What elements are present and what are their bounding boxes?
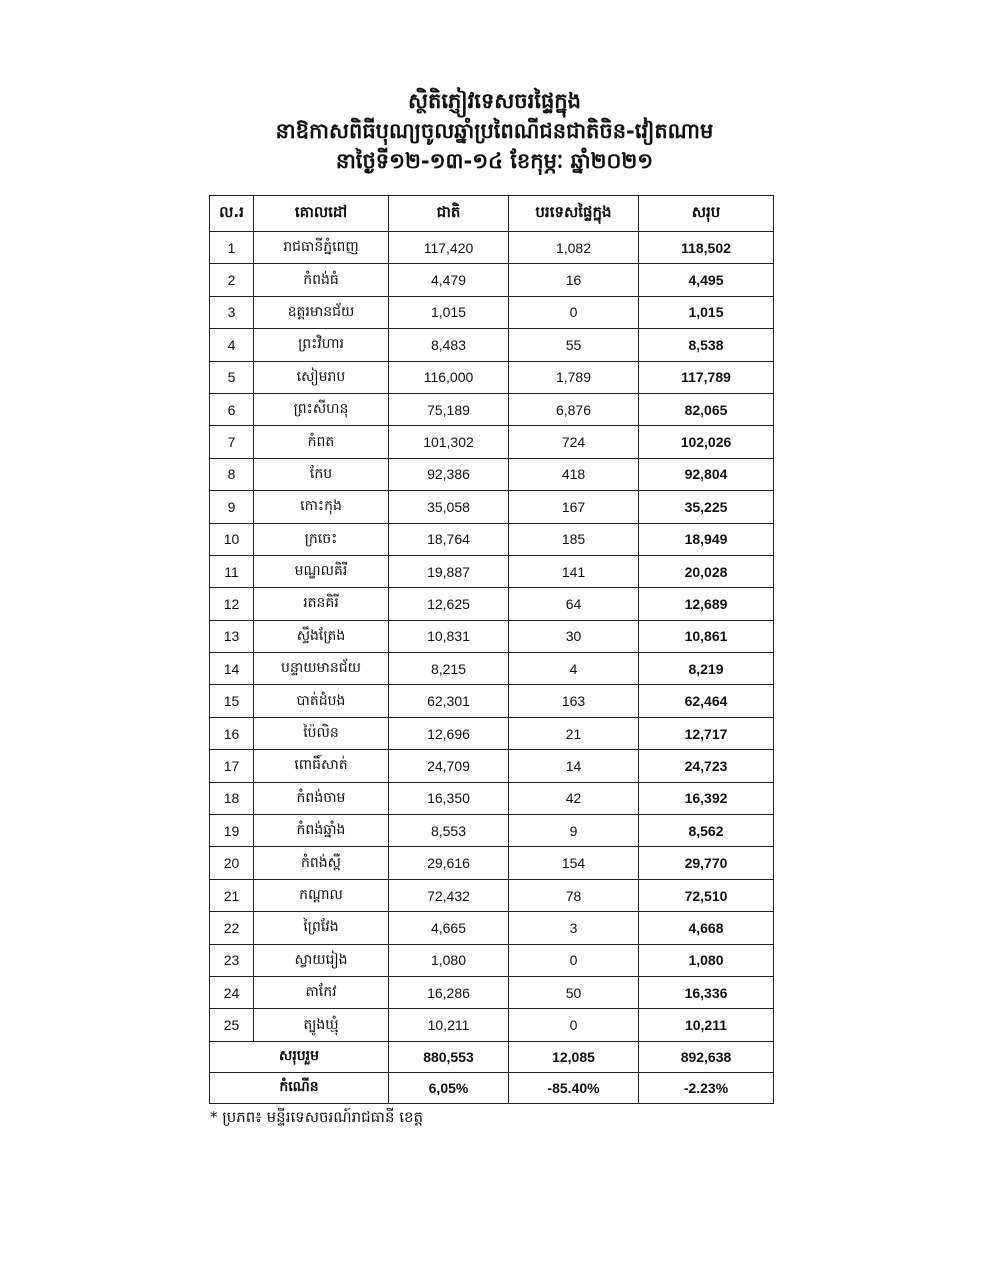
- sum-row: [210, 1041, 774, 1072]
- row-destination: កំពង់ឆ្នាំង: [254, 815, 389, 847]
- table-row: [210, 620, 774, 652]
- row-international: 1,082: [509, 232, 639, 264]
- row-international: 154: [509, 847, 639, 879]
- row-international: 14: [509, 750, 639, 782]
- row-total: 8,219: [639, 653, 774, 685]
- row-international: 42: [509, 782, 639, 814]
- row-total: 8,562: [639, 815, 774, 847]
- row-international: 185: [509, 523, 639, 555]
- row-national: 16,286: [389, 976, 509, 1008]
- row-destination: បាត់ដំបង: [254, 685, 389, 717]
- row-national: 72,432: [389, 879, 509, 911]
- row-total: 29,770: [639, 847, 774, 879]
- row-total: 82,065: [639, 393, 774, 425]
- row-total: 118,502: [639, 232, 774, 264]
- row-national: 62,301: [389, 685, 509, 717]
- sum-international: 12,085: [509, 1041, 639, 1072]
- title-line-2: នាឱកាសពិធីបុណ្យចូលឆ្នាំប្រពៃណីជនជាតិចិន-វៀតណាម: [275, 119, 714, 143]
- row-national: 10,831: [389, 620, 509, 652]
- table-row: [210, 750, 774, 782]
- row-destination: ព្រះវិហារ: [254, 329, 389, 361]
- row-number: 4: [210, 329, 254, 361]
- row-national: 18,764: [389, 523, 509, 555]
- row-destination: មណ្ឌលគិរី: [254, 555, 389, 587]
- row-national: 8,553: [389, 815, 509, 847]
- row-international: 418: [509, 458, 639, 490]
- row-national: 4,665: [389, 912, 509, 944]
- row-destination: បន្ទាយមានជ័យ: [254, 653, 389, 685]
- row-total: 72,510: [639, 879, 774, 911]
- row-number: 22: [210, 912, 254, 944]
- sum-national: 880,553: [389, 1041, 509, 1072]
- row-international: 50: [509, 976, 639, 1008]
- table-row: [210, 685, 774, 717]
- table-row: [210, 361, 774, 393]
- row-total: 1,015: [639, 296, 774, 328]
- header-number: ល.រ: [210, 196, 254, 232]
- table-row: [210, 491, 774, 523]
- row-number: 13: [210, 620, 254, 652]
- table-row: [210, 717, 774, 749]
- table-row: [210, 1009, 774, 1041]
- row-national: 101,302: [389, 426, 509, 458]
- row-total: 8,538: [639, 329, 774, 361]
- row-number: 17: [210, 750, 254, 782]
- row-national: 8,483: [389, 329, 509, 361]
- sum-total: 892,638: [639, 1041, 774, 1072]
- table-row: [210, 653, 774, 685]
- row-international: 3: [509, 912, 639, 944]
- title-block: [0, 86, 989, 176]
- row-total: 12,689: [639, 588, 774, 620]
- row-national: 116,000: [389, 361, 509, 393]
- row-total: 4,495: [639, 264, 774, 296]
- row-national: 35,058: [389, 491, 509, 523]
- row-number: 10: [210, 523, 254, 555]
- row-total: 92,804: [639, 458, 774, 490]
- source-footnote: * ប្រភព៖ មន្ទីរទេសចរណ៍រាជធានី ខេត្ត: [210, 1108, 424, 1126]
- row-total: 62,464: [639, 685, 774, 717]
- table-row: [210, 588, 774, 620]
- row-destination: ព្រះសីហនុ: [254, 393, 389, 425]
- row-number: 16: [210, 717, 254, 749]
- row-destination: ក្រចេះ: [254, 523, 389, 555]
- row-national: 29,616: [389, 847, 509, 879]
- row-number: 2: [210, 264, 254, 296]
- row-total: 4,668: [639, 912, 774, 944]
- row-international: 64: [509, 588, 639, 620]
- row-number: 3: [210, 296, 254, 328]
- row-number: 6: [210, 393, 254, 425]
- row-number: 11: [210, 555, 254, 587]
- row-national: 12,625: [389, 588, 509, 620]
- row-number: 12: [210, 588, 254, 620]
- row-international: 9: [509, 815, 639, 847]
- row-total: 1,080: [639, 944, 774, 976]
- row-total: 16,392: [639, 782, 774, 814]
- row-destination: ស្វាយរៀង: [254, 944, 389, 976]
- row-national: 8,215: [389, 653, 509, 685]
- row-number: 14: [210, 653, 254, 685]
- tourist-statistics-table: [209, 195, 774, 1104]
- row-national: 16,350: [389, 782, 509, 814]
- table-row: [210, 329, 774, 361]
- row-destination: ប៉ៃលិន: [254, 717, 389, 749]
- table-row: [210, 976, 774, 1008]
- title-line-3: នាថ្ងៃទី១២-១៣-១៤ ខែកុម្ភៈ ឆ្នាំ២០២១: [335, 149, 654, 173]
- row-total: 35,225: [639, 491, 774, 523]
- row-destination: កោះកុង: [254, 491, 389, 523]
- growth-label: កំណើន: [210, 1072, 389, 1103]
- row-number: 1: [210, 232, 254, 264]
- row-destination: សៀមរាប: [254, 361, 389, 393]
- header-total: សរុប: [639, 196, 774, 232]
- row-national: 24,709: [389, 750, 509, 782]
- row-destination: រាជធានីភ្នំពេញ: [254, 232, 389, 264]
- table-row: [210, 847, 774, 879]
- row-international: 16: [509, 264, 639, 296]
- row-international: 724: [509, 426, 639, 458]
- row-destination: កំពង់ចាម: [254, 782, 389, 814]
- row-total: 16,336: [639, 976, 774, 1008]
- row-destination: តាកែវ: [254, 976, 389, 1008]
- table-row: [210, 944, 774, 976]
- row-national: 19,887: [389, 555, 509, 587]
- table-row: [210, 393, 774, 425]
- row-total: 20,028: [639, 555, 774, 587]
- row-number: 19: [210, 815, 254, 847]
- row-national: 1,080: [389, 944, 509, 976]
- row-destination: កំពង់ធំ: [254, 264, 389, 296]
- row-destination: ស្ទឹងត្រែង: [254, 620, 389, 652]
- row-international: 21: [509, 717, 639, 749]
- row-international: 141: [509, 555, 639, 587]
- row-national: 10,211: [389, 1009, 509, 1041]
- row-international: 0: [509, 1009, 639, 1041]
- row-number: 15: [210, 685, 254, 717]
- row-international: 4: [509, 653, 639, 685]
- row-total: 18,949: [639, 523, 774, 555]
- table-row: [210, 264, 774, 296]
- row-number: 5: [210, 361, 254, 393]
- row-number: 9: [210, 491, 254, 523]
- row-total: 117,789: [639, 361, 774, 393]
- row-national: 75,189: [389, 393, 509, 425]
- table-body: [210, 232, 774, 1042]
- growth-total: -2.23%: [639, 1072, 774, 1103]
- row-total: 10,861: [639, 620, 774, 652]
- table-header-row: [210, 196, 774, 232]
- row-number: 23: [210, 944, 254, 976]
- table-row: [210, 782, 774, 814]
- row-total: 102,026: [639, 426, 774, 458]
- row-destination: ពោធិ៍សាត់: [254, 750, 389, 782]
- row-national: 12,696: [389, 717, 509, 749]
- row-number: 8: [210, 458, 254, 490]
- row-international: 1,789: [509, 361, 639, 393]
- row-national: 4,479: [389, 264, 509, 296]
- row-number: 7: [210, 426, 254, 458]
- table-row: [210, 458, 774, 490]
- row-destination: រតនគិរី: [254, 588, 389, 620]
- row-destination: កំពង់ស្ពឺ: [254, 847, 389, 879]
- table-row: [210, 912, 774, 944]
- growth-national: 6,05%: [389, 1072, 509, 1103]
- row-national: 1,015: [389, 296, 509, 328]
- row-international: 78: [509, 879, 639, 911]
- table-row: [210, 555, 774, 587]
- row-national: 117,420: [389, 232, 509, 264]
- sum-label: សរុបរួម: [210, 1041, 389, 1072]
- title-line-1: ស្ថិតិភ្ញៀវទេសចរផ្ទៃក្នុង: [408, 89, 581, 113]
- row-total: 12,717: [639, 717, 774, 749]
- row-total: 10,211: [639, 1009, 774, 1041]
- row-international: 0: [509, 944, 639, 976]
- row-international: 163: [509, 685, 639, 717]
- table-row: [210, 232, 774, 264]
- row-number: 25: [210, 1009, 254, 1041]
- row-destination: កែប: [254, 458, 389, 490]
- row-international: 167: [509, 491, 639, 523]
- row-national: 92,386: [389, 458, 509, 490]
- row-number: 20: [210, 847, 254, 879]
- row-destination: ឧត្តរមានជ័យ: [254, 296, 389, 328]
- row-destination: ត្បូងឃ្មុំ: [254, 1009, 389, 1041]
- row-total: 24,723: [639, 750, 774, 782]
- header-destination: គោលដៅ: [254, 196, 389, 232]
- row-international: 30: [509, 620, 639, 652]
- row-destination: កំពត: [254, 426, 389, 458]
- table-row: [210, 296, 774, 328]
- row-international: 6,876: [509, 393, 639, 425]
- row-number: 21: [210, 879, 254, 911]
- header-international: បរទេសផ្ទៃក្នុង: [509, 196, 639, 232]
- table-row: [210, 523, 774, 555]
- header-national: ជាតិ: [389, 196, 509, 232]
- row-destination: ព្រៃវែង: [254, 912, 389, 944]
- table-row: [210, 815, 774, 847]
- row-international: 55: [509, 329, 639, 361]
- row-international: 0: [509, 296, 639, 328]
- growth-international: -85.40%: [509, 1072, 639, 1103]
- table-row: [210, 426, 774, 458]
- growth-row: [210, 1072, 774, 1103]
- row-number: 24: [210, 976, 254, 1008]
- table-row: [210, 879, 774, 911]
- row-destination: កណ្តាល: [254, 879, 389, 911]
- row-number: 18: [210, 782, 254, 814]
